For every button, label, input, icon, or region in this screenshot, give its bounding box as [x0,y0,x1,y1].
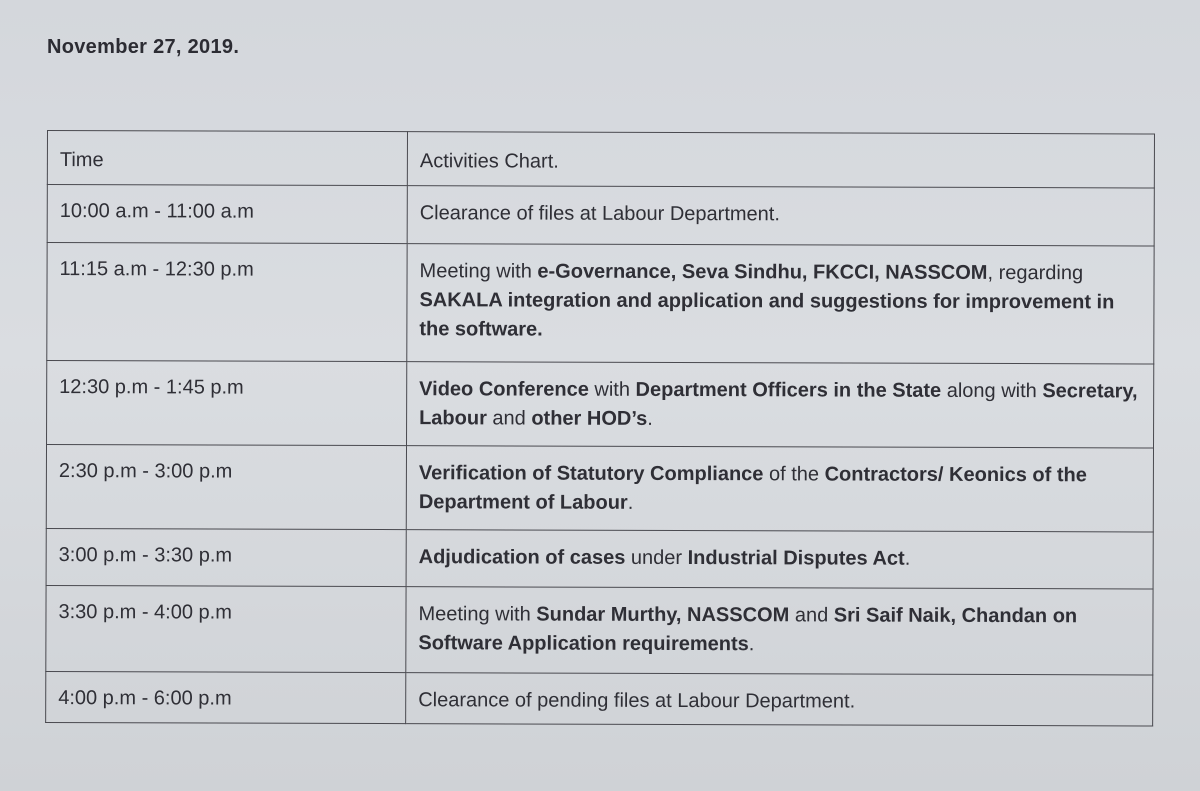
time-slot: 12:30 p.m - 1:45 p.m [47,361,407,446]
activity-text: Meeting with [418,603,537,626]
table-row [46,671,1153,725]
activity-text: Clearance of pending files at Labour Department. [418,689,856,713]
table-row [47,185,1154,246]
time-slot: 11:15 a.m - 12:30 p.m [47,243,407,362]
activity-description [406,673,1153,726]
activity-description [407,186,1154,246]
activity-text: . [627,491,634,514]
activity-text: of the [763,463,825,486]
activity-description [407,244,1154,364]
table-row [47,243,1154,364]
activity-text: and [486,407,532,430]
document-date: November 27, 2019. [47,36,240,58]
activity-text-bold: Sri Saif Naik, Chandan on Software Application requirements [418,604,1078,656]
activity-text: , regarding [987,261,1084,285]
time-column-header: Time [47,131,407,186]
activity-text-bold: Sundar Murthy, NASSCOM [536,603,790,627]
activity-description [407,362,1154,448]
activity-text: along with [941,379,1043,403]
activity-text-bold: Video Conference [419,378,589,401]
table-header-row [47,131,1154,188]
schedule-table [45,130,1155,726]
activity-text: . [647,407,653,430]
activity-text: . [748,633,755,656]
activity-text-bold: Adjudication of cases [418,546,626,569]
activity-text-bold: SAKALA integration and application and suggestions for improvement in the software. [419,289,1115,341]
activities-column-header: Activities Chart. [407,132,1154,188]
activity-text-bold: other HOD’s [531,407,648,430]
activity-text: with [588,378,636,401]
activity-text: Clearance of files at Labour Department. [419,202,780,226]
activity-description [406,530,1153,589]
activity-text: Meeting with [419,260,538,283]
activity-text-bold: e-Governance, Seva Sindhu, FKCCI, NASSCOM [537,260,988,284]
time-slot: 10:00 a.m - 11:00 a.m [47,185,407,244]
activity-text-bold: Industrial Disputes Act [687,547,905,570]
time-slot: 3:00 p.m - 3:30 p.m [46,528,406,586]
time-slot: 3:30 p.m - 4:00 p.m [46,585,406,672]
activity-text-bold: Department Officers in the State [635,378,942,402]
activity-text-bold: Contractors/ Keonics of the Department of Labour [418,463,1087,514]
activity-text: . [904,547,911,570]
activity-description [406,587,1153,675]
table-row [46,445,1153,532]
table-row [46,585,1153,674]
table-row [47,361,1154,448]
time-slot: 2:30 p.m - 3:00 p.m [46,445,406,530]
activity-text: under [625,546,688,570]
activity-text-bold: Secretary, Labour [419,380,1138,430]
table-row [46,528,1153,588]
activity-text: and [789,604,834,627]
time-slot: 4:00 p.m - 6:00 p.m [46,671,406,723]
activity-text-bold: Verification of Statutory Compliance [418,462,764,486]
activity-description [406,446,1153,532]
